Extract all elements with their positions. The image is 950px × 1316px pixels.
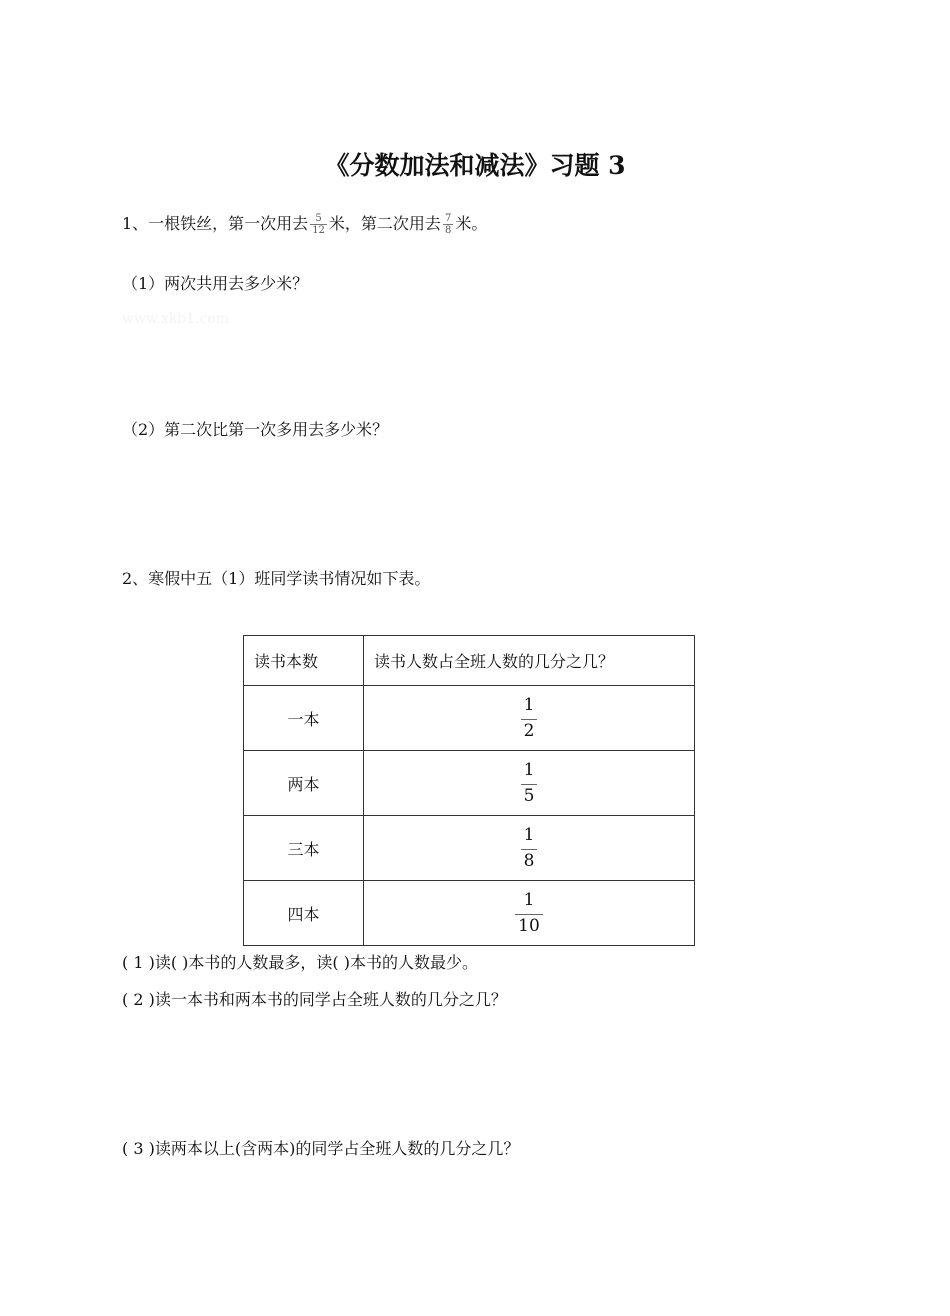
- question-2-part-1: ( 1 )读( )本书的人数最多，读( )本书的人数最少。: [122, 953, 478, 972]
- row-fraction: [364, 881, 695, 946]
- q1-text-after: 米。: [455, 214, 488, 233]
- question-1: [122, 211, 487, 236]
- q1-text-before: 1、一根铁丝，第一次用去: [122, 214, 309, 233]
- row-label: 四本: [244, 881, 364, 946]
- fraction-denominator: 8: [521, 849, 538, 871]
- fraction-denominator: 2: [521, 719, 538, 741]
- fraction-numerator: 1: [523, 695, 535, 716]
- watermark: www.xkb1.com: [122, 311, 229, 327]
- fraction-numerator: 1: [523, 825, 535, 846]
- table-row: [244, 686, 695, 751]
- fraction-denominator: 5: [521, 784, 538, 806]
- question-2-part-3: ( 3 )读两本以上(含两本)的同学占全班人数的几分之几？: [122, 1139, 520, 1158]
- header-fraction-of-class: 读书人数占全班人数的几分之几？: [364, 636, 695, 686]
- row-label: 一本: [244, 686, 364, 751]
- question-2: 2、寒假中五（1）班同学读书情况如下表。: [122, 569, 431, 588]
- fraction-denominator: 10: [515, 914, 543, 936]
- table-row: [244, 816, 695, 881]
- table-row: [244, 881, 695, 946]
- row-fraction: [364, 686, 695, 751]
- fraction-numerator: 1: [523, 890, 535, 911]
- question-2-part-2: ( 2 )读一本书和两本书的同学占全班人数的几分之几？: [122, 990, 507, 1009]
- table-row: [244, 751, 695, 816]
- fraction-numerator: 5: [315, 212, 322, 224]
- fraction-numerator: 1: [523, 760, 535, 781]
- fraction-7-8: [443, 214, 453, 236]
- fraction-denominator: 8: [444, 224, 452, 236]
- fraction-5-12: [310, 214, 327, 236]
- row-fraction: [364, 751, 695, 816]
- row-label: 两本: [244, 751, 364, 816]
- question-1-part-1: （1）两次共用去多少米？: [122, 274, 309, 293]
- fraction-numerator: 7: [444, 212, 452, 224]
- header-books-count: 读书本数: [244, 636, 364, 686]
- fraction-denominator: 12: [312, 224, 325, 236]
- question-1-part-2: （2）第二次比第一次多用去多少米？: [122, 420, 389, 439]
- reading-table: [243, 635, 695, 946]
- q1-text-middle: 米，第二次用去: [328, 214, 441, 233]
- row-fraction: [364, 816, 695, 881]
- page-title: 《分数加法和减法》习题 3: [324, 151, 626, 180]
- row-label: 三本: [244, 816, 364, 881]
- table-header-row: [244, 636, 695, 686]
